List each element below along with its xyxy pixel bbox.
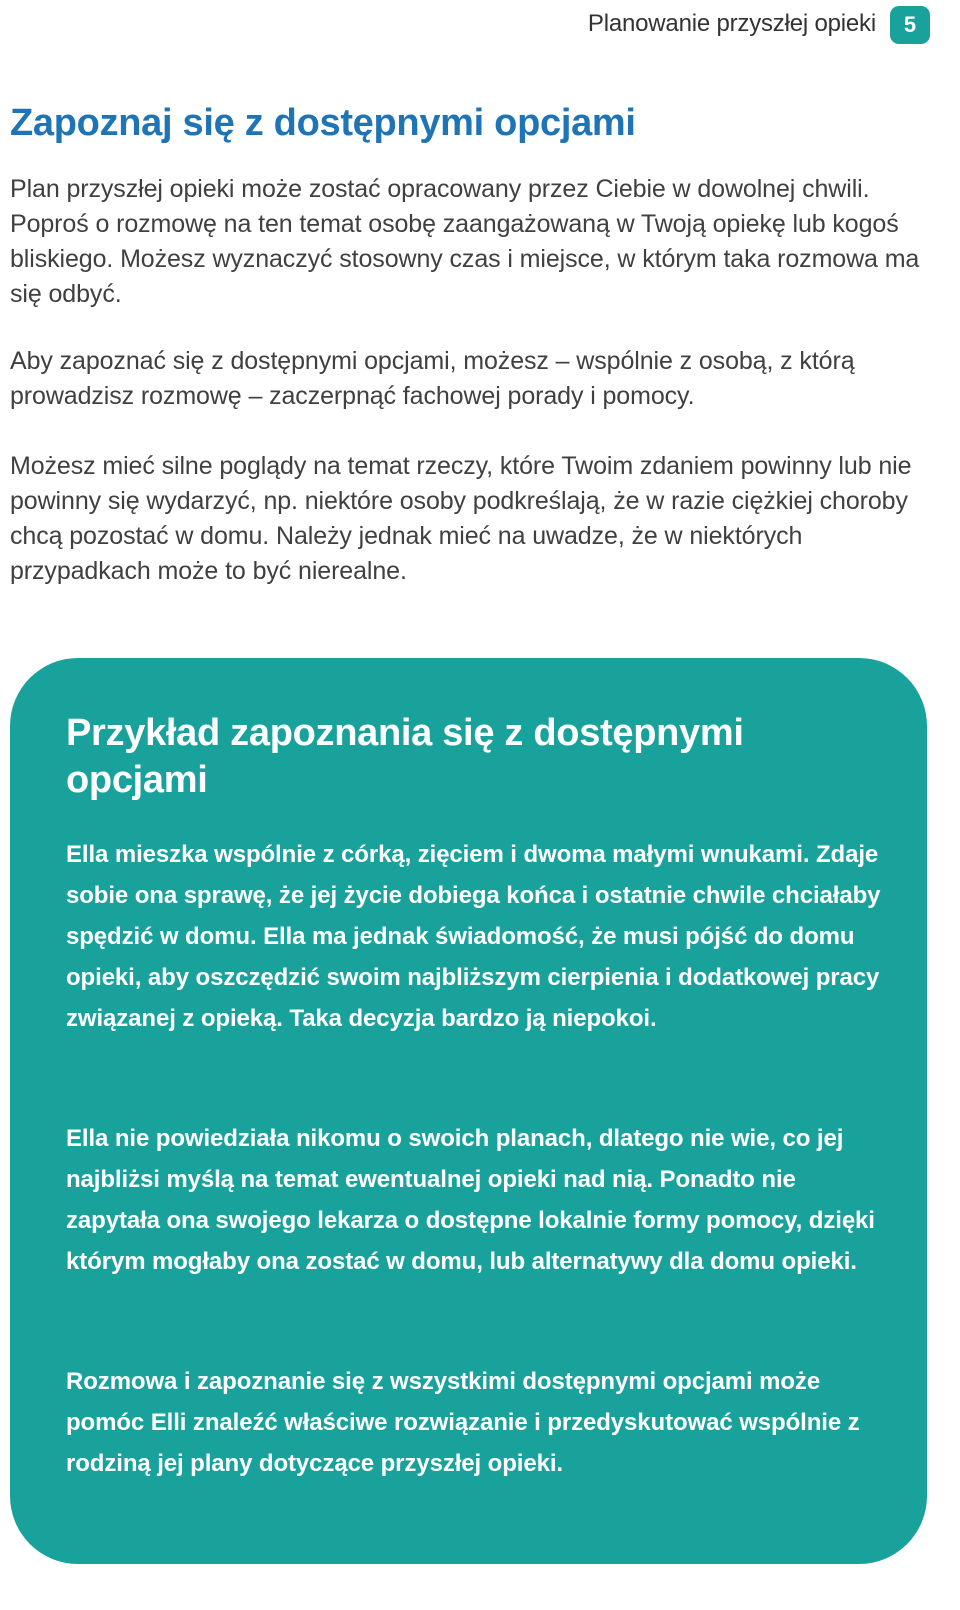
example-heading: Przykład zapoznania się z dostępnymi opcjami	[66, 712, 744, 801]
body-paragraph-2: Aby zapoznać się z dostępnymi opcjami, możesz – wspólnie z osobą, z którą prowadzisz rozmowę – zaczerpnąć fachowej porady i pomocy.	[10, 347, 855, 410]
example-paragraph-3: Rozmowa i zapoznanie się z wszystkimi dostępnymi opcjami może pomóc Elli znaleźć właściwe rozwiązanie i przedyskutować wspólnie z rodziną jej plany dotyczące przyszłej opieki.	[66, 1368, 860, 1477]
page-header	[0, 0, 960, 50]
example-paragraph-1: Ella mieszka wspólnie z córką, zięciem i dwoma małymi wnukami. Zdaje sobie ona sprawę, że jej życie dobiega końca i ostatnie chwile chciałaby spędzić w domu. Ella ma jednak świadomość, że musi pójść do domu opieki, aby oszczędzić swoim najbliższym cierpienia i dodatkowej pracy związanej z opieką. Taka decyzja bardzo ją niepokoi.	[66, 841, 881, 1032]
example-callout-box	[10, 658, 927, 1564]
running-header-title: Planowanie przyszłej opieki	[587, 10, 876, 37]
body-paragraph-1: Plan przyszłej opieki może zostać opracowany przez Ciebie w dowolnej chwili. Poproś o rozmowę na ten temat osobę zaangażowaną w Twoją opiekę lub kogoś bliskiego. Możesz wyznaczyć stosowny czas i miejsce, w którym taka rozmowa ma się odbyć.	[10, 175, 920, 308]
example-paragraph-2: Ella nie powiedziała nikomu o swoich planach, dlatego nie wie, co jej najbliżsi myślą na temat ewentualnej opieki nad nią. Ponadto nie zapytała ona swojego lekarza o dostępne lokalnie formy pomocy, dzięki którym mogłaby ona zostać w domu, lub alternatywy dla domu opieki.	[66, 1125, 875, 1275]
section-heading: Zapoznaj się z dostępnymi opcjami	[10, 102, 636, 144]
body-paragraph-3: Możesz mieć silne poglądy na temat rzeczy, które Twoim zdaniem powinny lub nie powinny się wydarzyć, np. niektóre osoby podkreślają, że w razie ciężkiej choroby chcą pozostać w domu. Należy jednak mieć na uwadze, że w niektórych przypadkach może to być nierealne.	[10, 452, 912, 585]
page-number-badge: 5	[890, 6, 930, 44]
